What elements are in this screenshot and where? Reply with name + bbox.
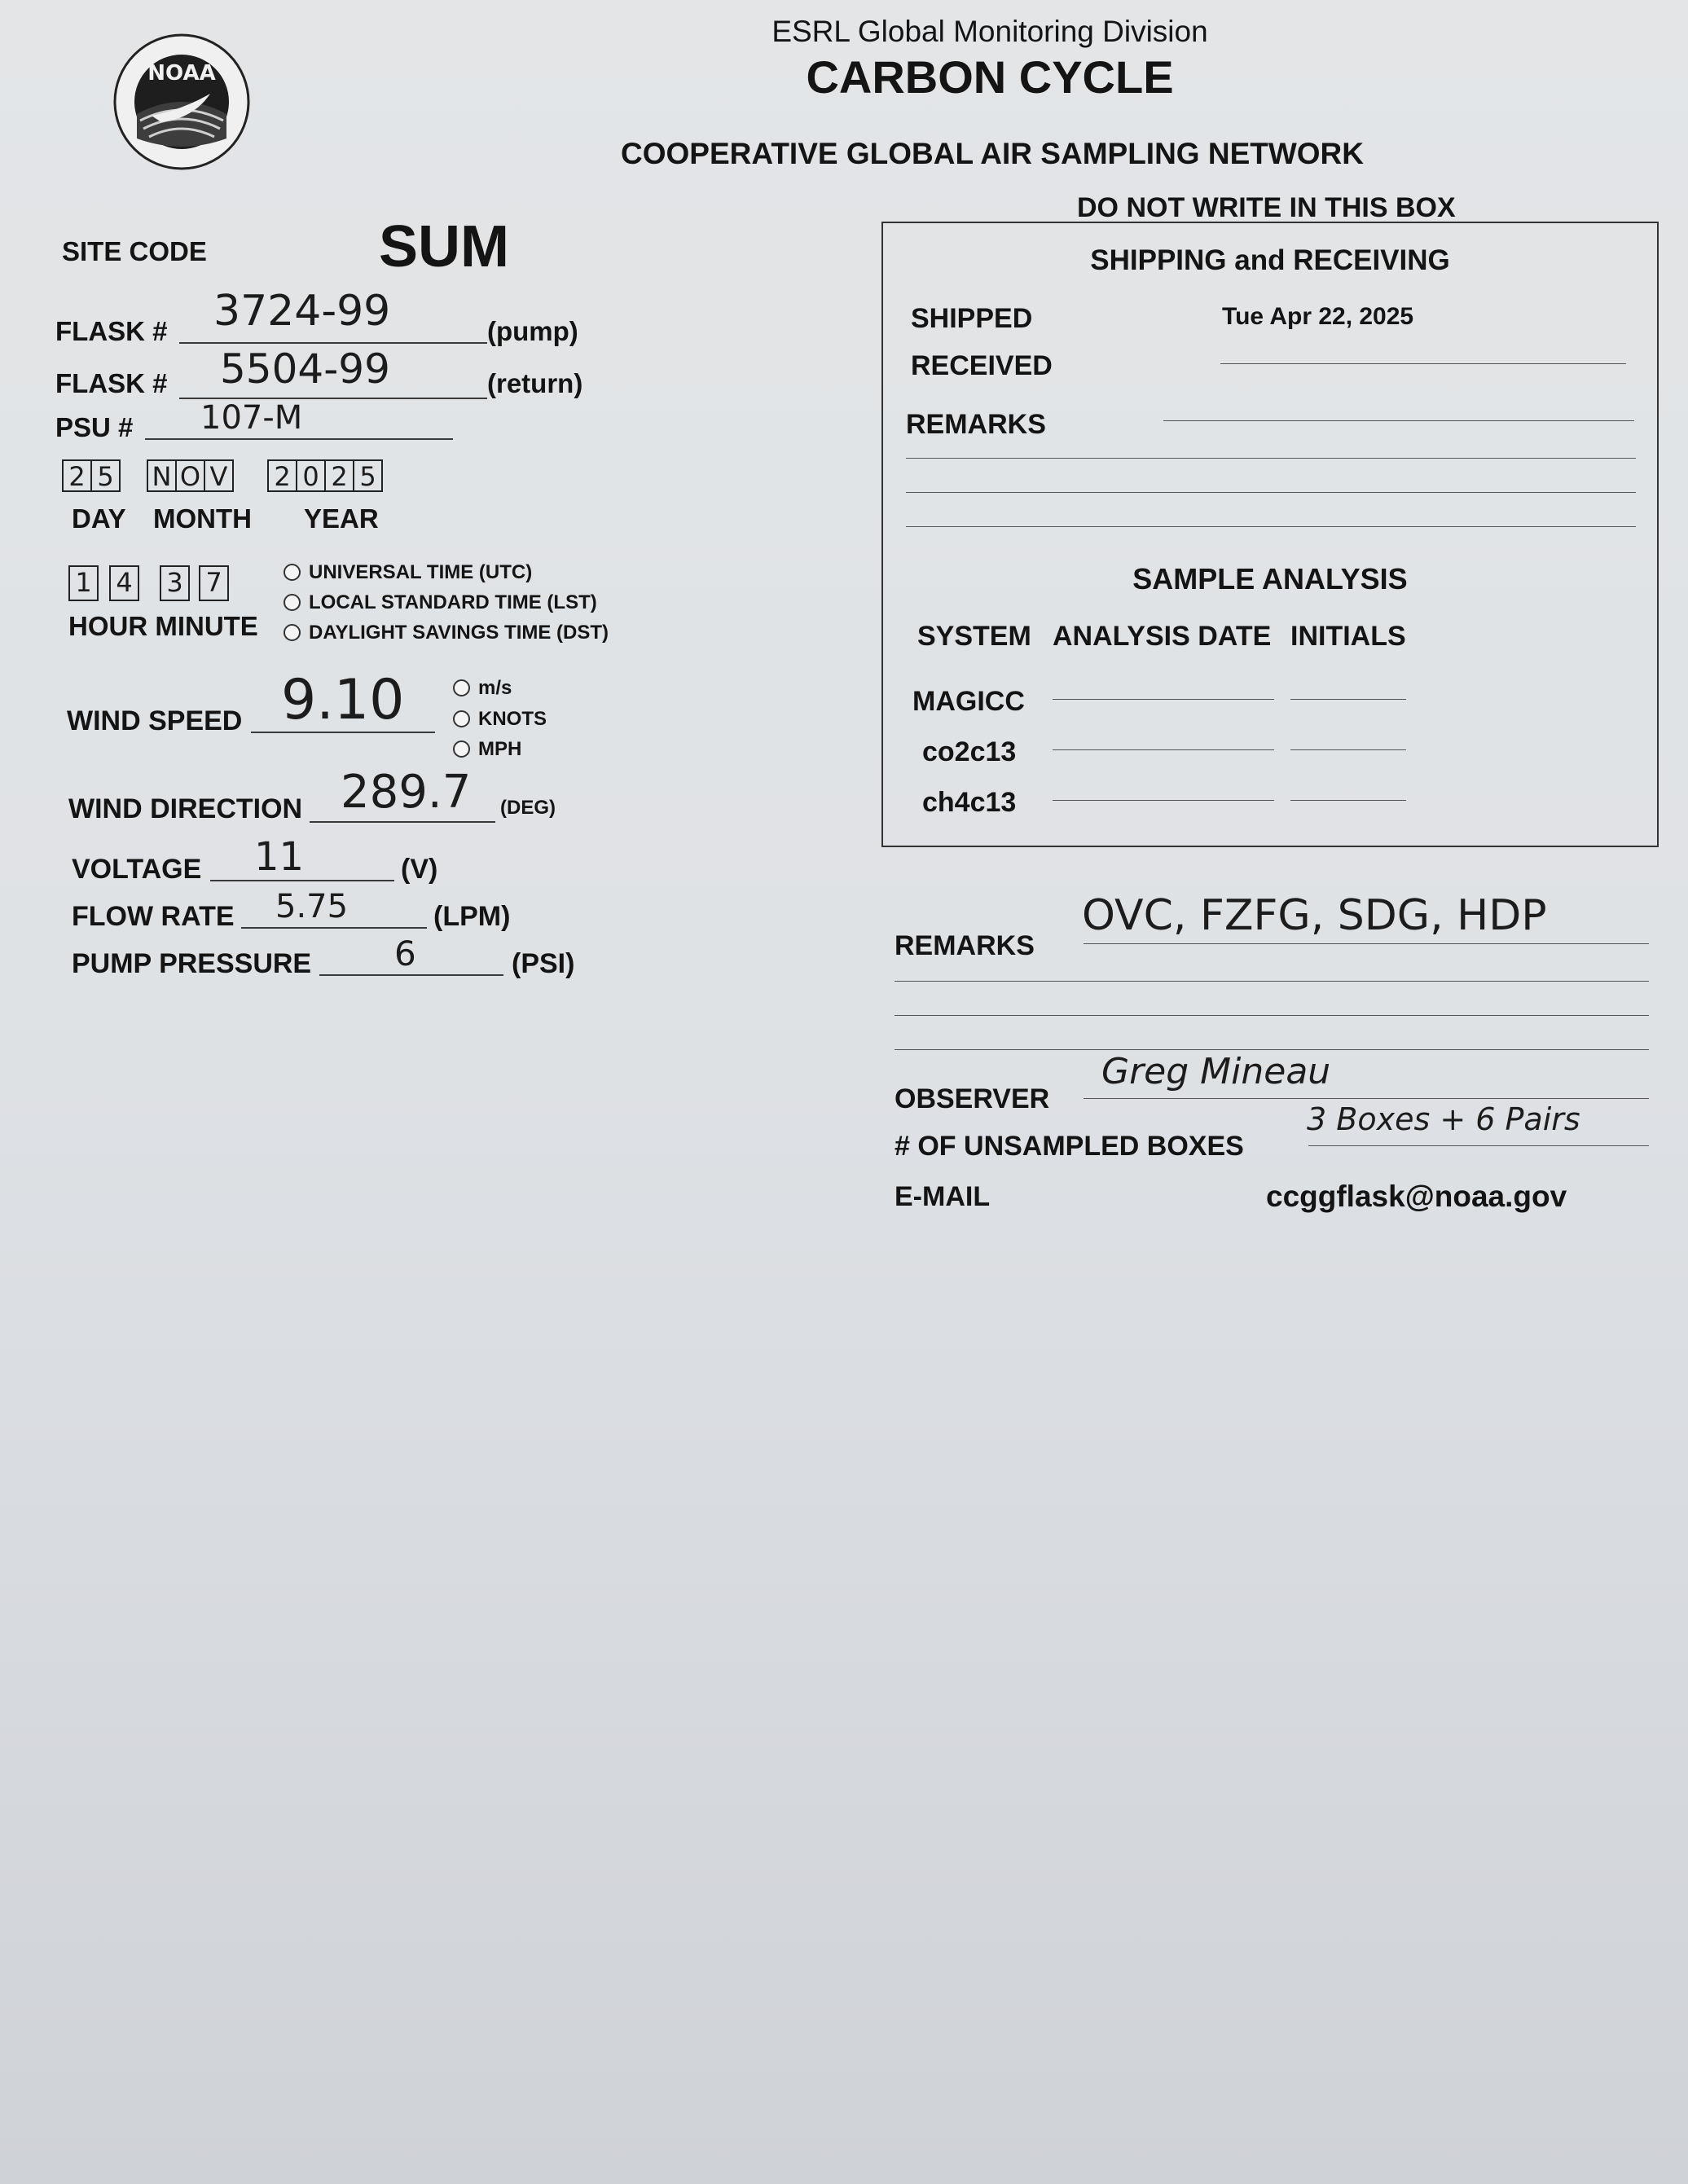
day-label: DAY xyxy=(72,503,126,534)
knots-radio[interactable] xyxy=(453,710,470,727)
voltage-unit: (V) xyxy=(401,854,438,885)
minute-box-1[interactable]: 3 xyxy=(160,565,190,601)
minute-box-2[interactable]: 7 xyxy=(199,565,229,601)
magicc-date-line xyxy=(1053,699,1274,700)
hour-box-2[interactable]: 4 xyxy=(109,565,139,601)
unsampled-boxes-value[interactable]: 3 Boxes + 6 Pairs xyxy=(1307,1101,1580,1137)
ch4c13-initials-line xyxy=(1290,800,1406,801)
system-header: SYSTEM xyxy=(917,621,1031,652)
wind-direction-value[interactable]: 289.7 xyxy=(341,766,472,819)
observer-line xyxy=(1084,1098,1649,1099)
wind-speed-value[interactable]: 9.10 xyxy=(281,668,405,732)
flask-pump-label: FLASK # xyxy=(55,316,168,346)
remarks-line-2 xyxy=(895,981,1649,982)
noaa-logo-icon xyxy=(112,33,251,171)
box-remarks-label: REMARKS xyxy=(906,409,1046,440)
utc-label: UNIVERSAL TIME (UTC) xyxy=(309,561,533,583)
dst-radio[interactable] xyxy=(284,624,301,641)
noaa-logo xyxy=(112,33,251,171)
shipping-receiving-title: SHIPPING and RECEIVING xyxy=(1090,244,1450,276)
co2c13-initials-line xyxy=(1290,749,1406,750)
flask-return-suffix: (return) xyxy=(487,368,583,398)
unsampled-boxes-label: # OF UNSAMPLED BOXES xyxy=(895,1131,1244,1162)
date-month-box-2[interactable]: O xyxy=(175,459,205,492)
pump-pressure-unit: (PSI) xyxy=(512,948,575,979)
sample-analysis-title: SAMPLE ANALYSIS xyxy=(1132,562,1408,595)
flask-return-label: FLASK # xyxy=(55,368,168,398)
remarks-line-1 xyxy=(1084,943,1649,944)
analysis-date-header: ANALYSIS DATE xyxy=(1053,621,1272,652)
remarks-value[interactable]: OVC, FZFG, SDG, HDP xyxy=(1082,891,1547,940)
lst-label: LOCAL STANDARD TIME (LST) xyxy=(309,591,597,613)
pump-pressure-value[interactable]: 6 xyxy=(394,934,416,973)
ms-radio[interactable] xyxy=(453,679,470,697)
magicc-initials-line xyxy=(1290,699,1406,700)
year-label: YEAR xyxy=(304,503,379,534)
shipped-label: SHIPPED xyxy=(911,303,1033,334)
shipped-value: Tue Apr 22, 2025 xyxy=(1222,303,1414,330)
observer-value[interactable]: Greg Mineau xyxy=(1101,1051,1331,1092)
date-year-box-3[interactable]: 2 xyxy=(324,459,354,492)
flow-rate-unit: (LPM) xyxy=(433,901,511,932)
voltage-value[interactable]: 11 xyxy=(254,834,305,880)
hour-minute-label: HOUR MINUTE xyxy=(68,611,258,641)
flow-rate-line xyxy=(241,927,427,929)
co2c13-date-line xyxy=(1053,749,1274,750)
received-label: RECEIVED xyxy=(911,350,1053,381)
mph-label: MPH xyxy=(478,738,522,760)
utc-radio[interactable] xyxy=(284,564,301,581)
form-title: CARBON CYCLE xyxy=(806,51,1174,103)
wind-direction-unit: (DEG) xyxy=(500,797,556,819)
system-magicc: MAGICC xyxy=(912,686,1025,717)
email-value: ccggflask@noaa.gov xyxy=(1266,1180,1567,1213)
remarks-line-3 xyxy=(895,1015,1649,1016)
initials-header: INITIALS xyxy=(1290,621,1406,652)
dst-label: DAYLIGHT SAVINGS TIME (DST) xyxy=(309,622,609,644)
division-title: ESRL Global Monitoring Division xyxy=(771,15,1208,48)
wind-direction-line xyxy=(310,821,495,823)
psu-value[interactable]: 107-M xyxy=(200,399,303,437)
psu-line xyxy=(145,438,453,440)
wind-speed-line xyxy=(251,732,435,733)
mph-radio[interactable] xyxy=(453,740,470,758)
voltage-label: VOLTAGE xyxy=(72,854,202,885)
pump-pressure-line xyxy=(319,974,503,976)
box-remarks-line-3 xyxy=(906,492,1636,493)
system-ch4c13: ch4c13 xyxy=(922,787,1017,818)
flask-pump-value[interactable]: 3724-99 xyxy=(213,287,391,336)
psu-label: PSU # xyxy=(55,412,134,442)
network-title: COOPERATIVE GLOBAL AIR SAMPLING NETWORK xyxy=(621,137,1364,170)
flow-rate-value[interactable]: 5.75 xyxy=(275,888,349,925)
lst-radio[interactable] xyxy=(284,594,301,611)
wind-direction-label: WIND DIRECTION xyxy=(68,793,303,824)
month-label: MONTH xyxy=(153,503,252,534)
knots-label: KNOTS xyxy=(478,708,547,730)
flask-pump-suffix: (pump) xyxy=(487,316,578,346)
noaa-logo-text: NOAA xyxy=(147,61,216,86)
unsampled-boxes-line xyxy=(1308,1145,1649,1146)
ms-label: m/s xyxy=(478,677,512,699)
remarks-line-4 xyxy=(895,1049,1649,1050)
date-year-box-2[interactable]: 0 xyxy=(296,459,326,492)
date-day-box-2[interactable]: 5 xyxy=(90,459,121,492)
flow-rate-label: FLOW RATE xyxy=(72,901,235,932)
received-line xyxy=(1220,363,1626,364)
site-code-label: SITE CODE xyxy=(62,236,207,266)
date-day-box-1[interactable]: 2 xyxy=(62,459,92,492)
system-co2c13: co2c13 xyxy=(922,736,1017,767)
hour-box-1[interactable]: 1 xyxy=(68,565,99,601)
flask-pump-line xyxy=(179,342,487,344)
do-not-write-caption: DO NOT WRITE IN THIS BOX xyxy=(1077,192,1456,223)
site-code-value: SUM xyxy=(379,214,509,279)
wind-speed-label: WIND SPEED xyxy=(67,705,243,736)
date-month-box-1[interactable]: N xyxy=(147,459,177,492)
voltage-line xyxy=(210,880,394,881)
flask-return-value[interactable]: 5504-99 xyxy=(220,345,390,393)
email-label: E-MAIL xyxy=(895,1181,991,1212)
date-year-box-4[interactable]: 5 xyxy=(353,459,383,492)
box-remarks-line-2 xyxy=(906,458,1636,459)
remarks-label: REMARKS xyxy=(895,930,1035,961)
pump-pressure-label: PUMP PRESSURE xyxy=(72,948,312,979)
ch4c13-date-line xyxy=(1053,800,1274,801)
date-month-box-3[interactable]: V xyxy=(204,459,234,492)
box-remarks-line-1 xyxy=(1163,420,1634,421)
box-remarks-line-4 xyxy=(906,526,1636,527)
date-year-box-1[interactable]: 2 xyxy=(267,459,297,492)
observer-label: OBSERVER xyxy=(895,1083,1050,1114)
